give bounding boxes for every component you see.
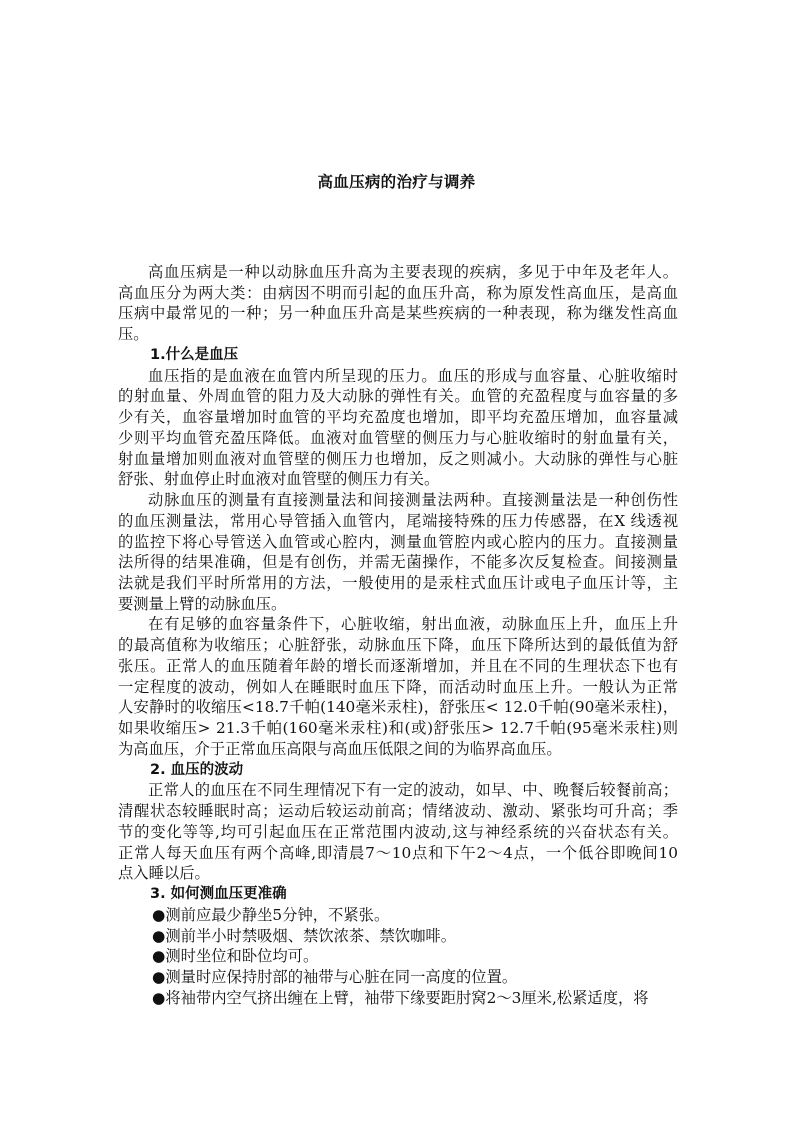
paragraph-line: 高血压分为两大类：由病因不明而引起的血压升高，称为原发性高血压，是高血: [118, 283, 678, 302]
paragraph-line: 的监控下将心导管送入血管或心腔内，测量血管腔内或心腔内的压力。直接测量: [118, 532, 678, 551]
bullet-item: ●测前半小时禁吸烟、禁饮浓茶、禁饮咖啡。: [152, 926, 456, 945]
paragraph-line: 少有关，血容量增加时血管的平均充盈度也增加，即平均充盈压增加，血容量减: [118, 408, 678, 427]
bullet-item: ●测前应最少静坐5分钟，不紧张。: [152, 905, 390, 924]
paragraph-line: 高血压病是一种以动脉血压升高为主要表现的疾病，多见于中年及老年人。: [148, 263, 678, 281]
paragraph-line: 节的变化等等,均可引起血压在正常范围内波动,这与神经系统的兴奋状态有关。: [118, 822, 678, 841]
bullet-item: ●测量时应保持肘部的袖带与心脏在同一高度的位置。: [152, 967, 518, 986]
section-heading: 3. 如何测血压更准确: [150, 886, 287, 903]
paragraph-line: 如果收缩压> 21.3千帕(160毫米汞柱)和(或)舒张压> 12.7千帕(95毫米汞柱)则: [118, 719, 678, 738]
paragraph-line: 法就是我们平时所常用的方法，一般使用的是汞柱式血压计或电子血压计等，主: [118, 574, 678, 593]
paragraph-line: 压病中最常见的一种；另一种血压升高是某些疾病的一种表现，称为继发性高血: [118, 304, 678, 323]
document-title: 高血压病的治疗与调养: [317, 173, 476, 191]
paragraph-line: 的射血量、外周血管的阻力及大动脉的弹性有关。血管的充盈程度与血容量的多: [118, 387, 678, 406]
paragraph-line: 射血量增加则血液对血管壁的侧压力也增加，反之则减小。大动脉的弹性与心脏: [118, 449, 678, 468]
paragraph-line: 要测量上臂的动脉血压。: [118, 594, 287, 613]
paragraph-line: 在有足够的血容量条件下，心脏收缩，射出血液，动脉血压上升，血压上升: [148, 615, 678, 634]
section-heading: 1.什么是血压: [150, 346, 239, 363]
bullet-item: ●测时坐位和卧位均可。: [152, 947, 319, 966]
paragraph-line: 法所得的结果准确，但是有创伤，并需无菌操作，不能多次反复检查。间接测量: [118, 553, 678, 572]
paragraph-line: 一定程度的波动，例如人在睡眠时血压下降，而活动时血压上升。一般认为正常: [118, 677, 678, 696]
paragraph-line: 正常人每天血压有两个高峰,即清晨7～10点和下午2～4点，一个低谷即晚间10: [118, 843, 678, 862]
paragraph-line: 清醒状态较睡眠时高；运动后较运动前高；情绪波动、激动、紧张均可升高；季: [118, 802, 678, 821]
paragraph-line: 少则平均血管充盈压降低。血液对血管壁的侧压力与心脏收缩时的射血量有关，: [118, 428, 678, 447]
section-heading: 2. 血压的波动: [150, 761, 244, 778]
paragraph-line: 的血压测量法，常用心导管插入血管内，尾端接特殊的压力传感器，在X 线透视: [118, 511, 678, 530]
paragraph-line: 人安静时的收缩压<18.7千帕(140毫米汞柱)，舒张压< 12.0千帕(90毫米汞柱)，: [118, 698, 678, 717]
paragraph-line: 为高血压，介于正常血压高限与高血压低限之间的为临界高血压。: [118, 739, 562, 758]
paragraph-line: 点入睡以后。: [118, 864, 210, 883]
document-body: [118, 262, 678, 1008]
paragraph-line: 压。: [118, 325, 149, 344]
paragraph-line: 张压。正常人的血压随着年龄的增长而逐渐增加，并且在不同的生理状态下也有: [118, 656, 678, 675]
paragraph-line: 正常人的血压在不同生理情况下有一定的波动，如早、中、晚餐后较餐前高；: [148, 781, 678, 800]
paragraph-line: 血压指的是血液在血管内所呈现的压力。血压的形成与血容量、心脏收缩时: [148, 366, 678, 385]
paragraph-line: 舒张、射血停止时血液对血管壁的侧压力有关。: [118, 470, 440, 489]
paragraph-line: 动脉血压的测量有直接测量法和间接测量法两种。直接测量法是一种创伤性: [148, 491, 678, 510]
bullet-item: ●将袖带内空气挤出缠在上臂，袖带下缘要距肘窝2～3厘米,松紧适度，将: [152, 988, 649, 1007]
paragraph-line: 的最高值称为收缩压；心脏舒张，动脉血压下降，血压下降所达到的最低值为舒: [118, 636, 678, 655]
